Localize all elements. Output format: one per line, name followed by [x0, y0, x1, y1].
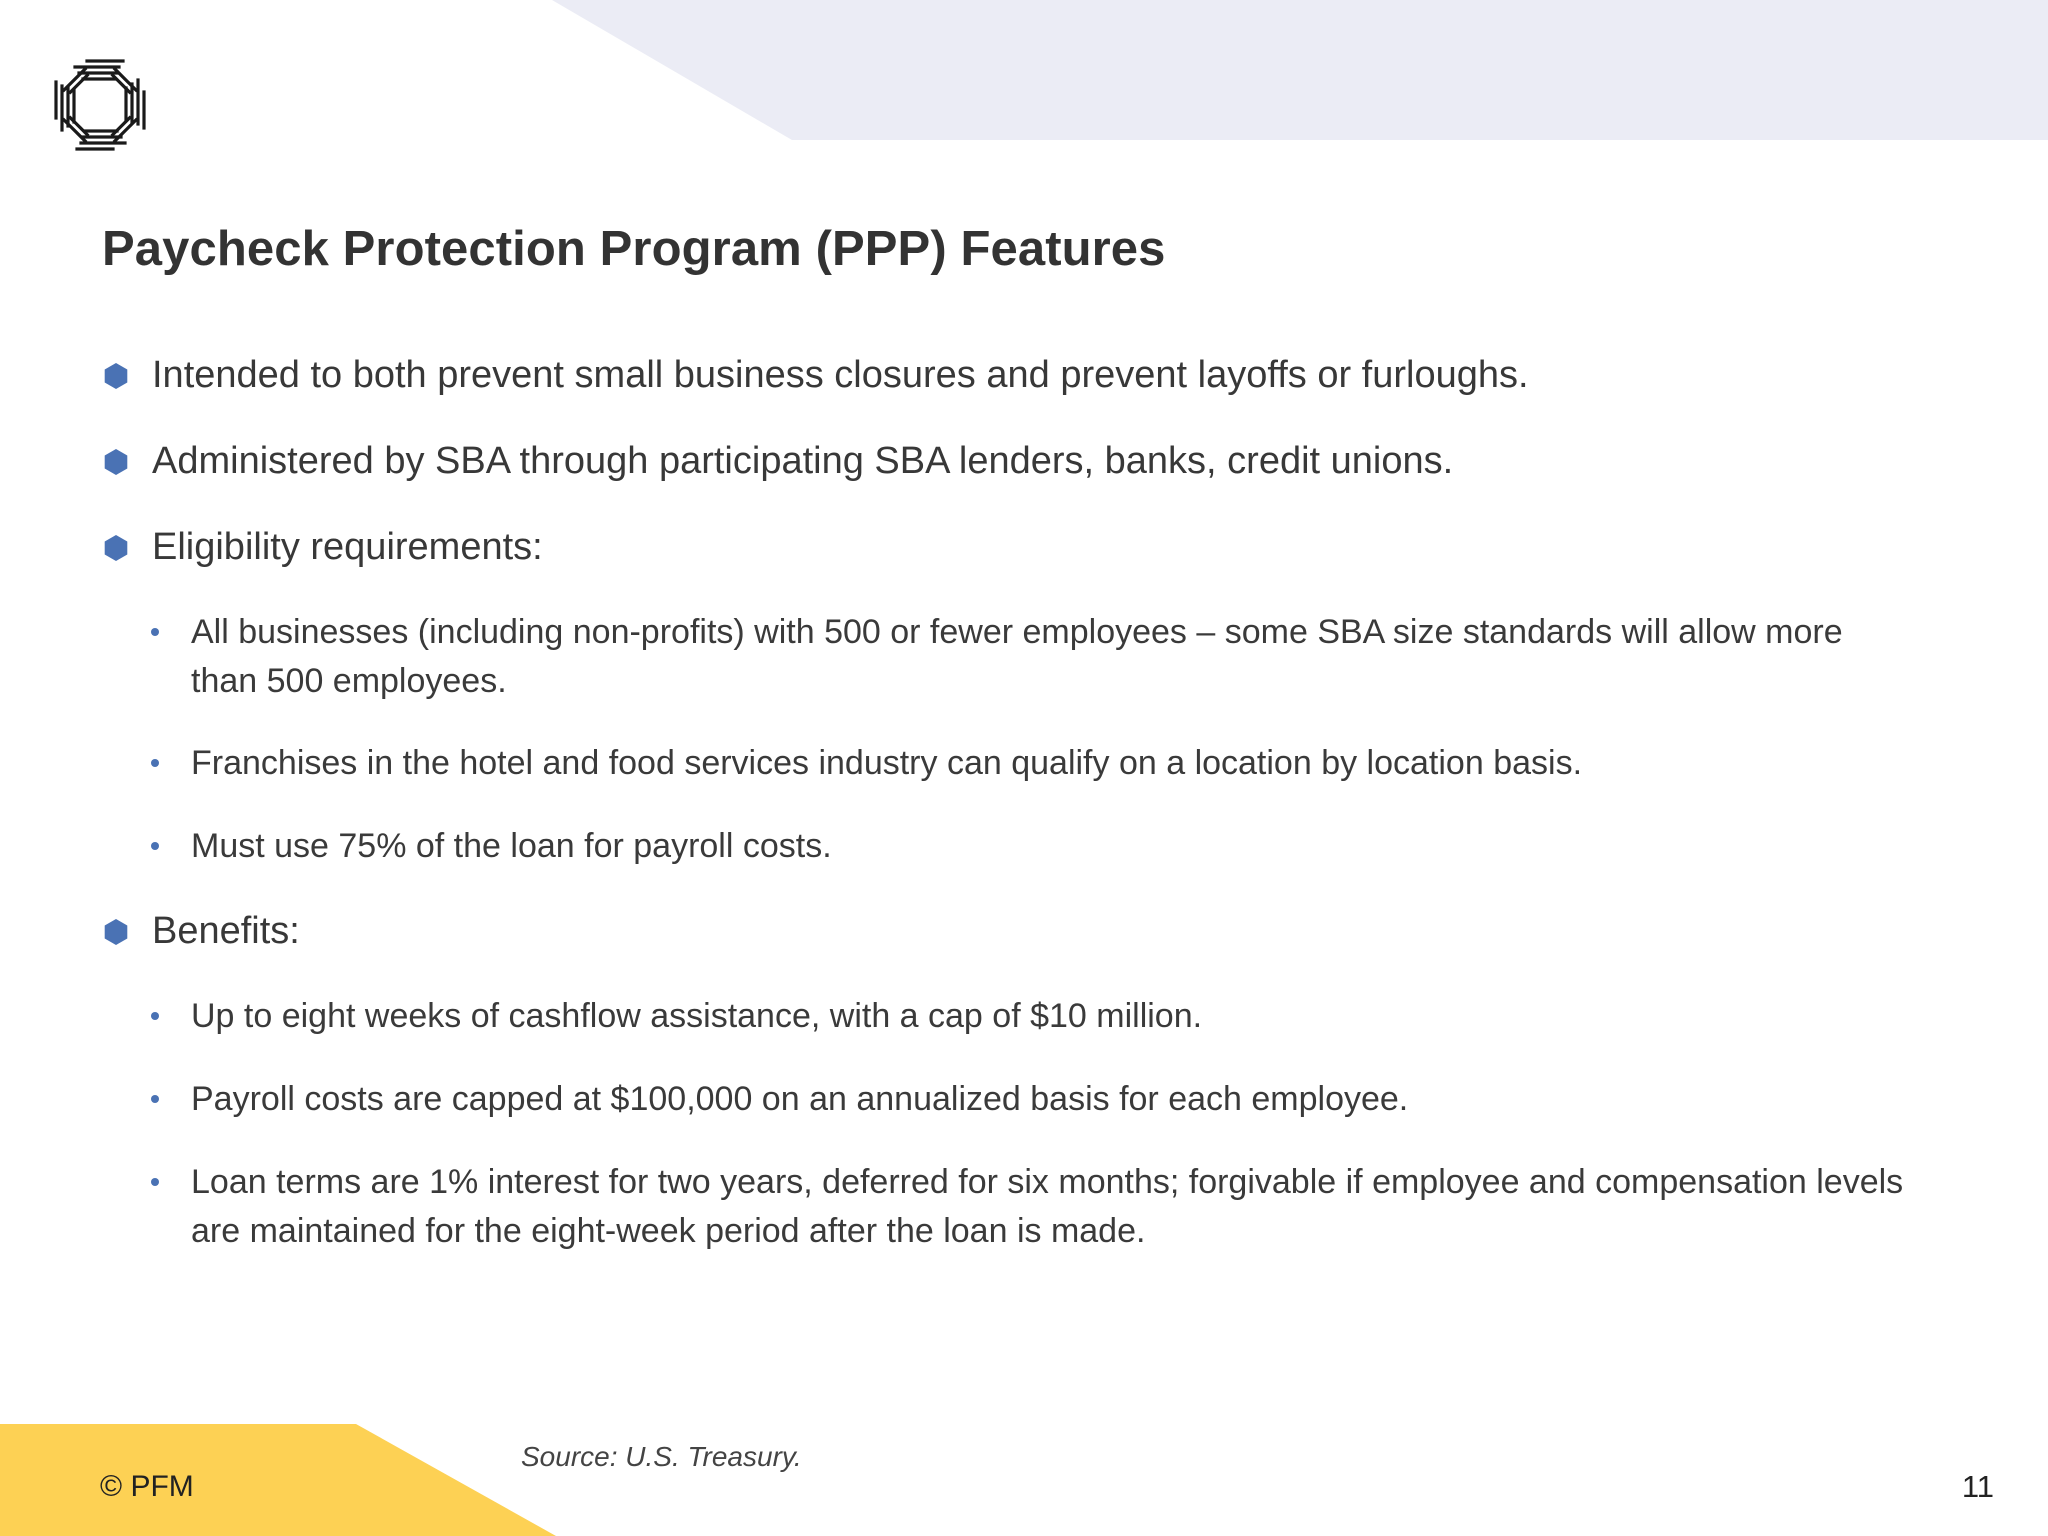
hexagon-bullet-icon	[104, 919, 128, 945]
eligibility-text: Must use 75% of the loan for payroll costs.	[191, 827, 832, 865]
footer-band	[0, 1424, 556, 1536]
bullet-text: Eligibility requirements:	[152, 526, 543, 568]
copyright: © PFM	[100, 1470, 194, 1503]
benefit-text: Up to eight weeks of cashflow assistance, with a cap of $10 million.	[191, 997, 1203, 1035]
dot-bullet-icon	[151, 842, 159, 850]
page-number: 11	[1961, 1469, 1994, 1504]
dot-bullet-icon	[151, 759, 159, 767]
hexagon-bullet-icon	[104, 449, 128, 475]
bullet-text: Benefits:	[152, 910, 300, 952]
dot-bullet-icon	[151, 1178, 159, 1186]
eligibility-text: Franchises in the hotel and food services industry can qualify on a location by location basis.	[191, 744, 1583, 782]
hexagon-bullet-icon	[104, 363, 128, 389]
eligibility-text: All businesses (including non-profits) with 500 or fewer employees – some SBA size standards will allow more than 500 employees.	[191, 613, 1843, 700]
slide-title: Paycheck Protection Program (PPP) Features	[102, 222, 1166, 276]
benefit-text: Payroll costs are capped at $100,000 on an annualized basis for each employee.	[191, 1080, 1409, 1118]
dot-bullet-icon	[151, 628, 159, 636]
bullet-text: Intended to both prevent small business closures and prevent layoffs or furloughs.	[152, 354, 1529, 396]
header-band	[552, 0, 2048, 140]
hexagon-bullet-icon	[104, 535, 128, 561]
dot-bullet-icon	[151, 1095, 159, 1103]
pfm-logo-icon	[45, 55, 155, 155]
bullet-text: Administered by SBA through participating SBA lenders, banks, credit unions.	[152, 440, 1454, 482]
dot-bullet-icon	[151, 1012, 159, 1020]
source-note: Source: U.S. Treasury.	[521, 1441, 802, 1472]
benefit-text: Loan terms are 1% interest for two years, deferred for six months; forgivable if employee and compensation levels are maintained for the eight-week period after the loan is made.	[191, 1163, 1904, 1250]
